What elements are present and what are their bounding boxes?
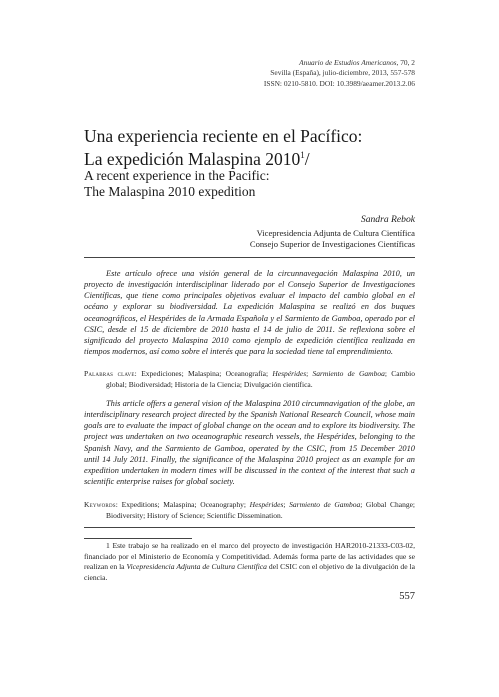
journal-name: Anuario de Estudios Americanos	[299, 58, 397, 67]
author-affiliation-1: Vicepresidencia Adjunta de Cultura Científica	[256, 227, 415, 238]
title-spanish	[84, 127, 424, 169]
journal-volume: , 70, 2	[396, 58, 415, 67]
abstract-spanish	[84, 268, 415, 357]
keywords-es-part-b: ;	[306, 369, 313, 378]
keywords-spanish	[84, 369, 415, 390]
footnote-rule	[84, 538, 192, 539]
author-name: Sandra Rebok	[360, 214, 415, 225]
abstract-english	[84, 398, 415, 487]
footnote-part-a: 1 Este trabajo se ha realizado en el marco del proyecto de investigación HAR2010-21333-C03-02, financiado por el Ministerio de Economía y Competitividad. Además forma parte de las actividades que se realizan en la	[84, 541, 415, 572]
abstract-en-text: This article offers a general vision of the Malaspina 2010 circumnavigation of the globe, an interdisciplinary research project directed by the Spanish National Research Council, whose main goals are to evaluate the impact of global change on the ocean and to explore its biodiversity. The project was undertaken on two oceanographic research vessels, the Hespérides, belonging to the Spanish Navy, and the Sarmiento de Gamboa, operated by the CSIC, from 15 December 2010 until 14 July 2011. Finally, the significance of the Malaspina 2010 project as an example for an expedition undertaken in modern times will be discussed in the context of the interest that such a scientific enterprise raises for global society.	[84, 399, 415, 487]
journal-citation	[264, 58, 415, 68]
keywords-es-ship-2: Sarmiento de Gamboa	[312, 369, 385, 378]
footnote-institution: Vicepresidencia Adjunta de Cultura Científica	[126, 562, 267, 572]
footnote-part-b: del CSIC con el objetivo de la divulgación de la ciencia.	[84, 562, 416, 583]
keywords-en-part-c: ; Global Change; Biodiversity; History of Science; Scientific Dissemination.	[106, 500, 415, 520]
title-es-line1: Una experiencia reciente en el Pacífico:	[84, 126, 363, 146]
abstract-es-text: Este artículo ofrece una visión general de la circunnavegación Malaspina 2010, un proyecto de investigación interdisciplinar liderado por el Consejo Superior de Investigaciones Científicas, que tiene como principales objetivos evaluar el impacto del cambio global en el océano y explorar su biodiversidad. La expedición Malaspina se realizó en dos buques oceanográficos, el Hespérides de la Armada Española y el Sarmiento de Gamboa, operado por el CSIC, desde el 15 de diciembre de 2010 hasta el 14 de julio de 2011. Se reflexiona sobre el significado del proyecto Malaspina 2010 como ejemplo de expedición científica realizada en tiempos modernos, así como sobre el interés que para la sociedad tiene tal emprendimiento.	[84, 269, 415, 357]
keywords-es-ship-1: Hespérides	[272, 369, 307, 378]
keywords-en-part-b: ;	[283, 500, 290, 509]
divider-bottom	[84, 527, 415, 528]
keywords-es-part-c: ; Cambio global; Biodiversidad; Historia de la Ciencia; Divulgación científica.	[106, 369, 415, 389]
divider-top	[84, 257, 415, 258]
title-es-line2: La expedición Malaspina 2010	[84, 148, 301, 169]
keywords-es-label: Palabras clave:	[84, 369, 137, 378]
keywords-en-ship-2: Sarmiento de Gamboa	[289, 500, 361, 509]
footnote-marker: 1	[300, 150, 305, 160]
keywords-en-ship-1: Hespérides	[249, 500, 284, 509]
keywords-english	[84, 500, 415, 521]
footnote	[84, 541, 415, 584]
journal-issn-line: ISSN: 0210-5810. DOI: 10.3989/aeamer.2013.2.06	[263, 78, 415, 88]
title-en-line1: A recent experience in the Pacific:	[84, 168, 270, 183]
journal-issue-line: Sevilla (España), julio-diciembre, 2013, 557-578	[270, 68, 415, 78]
keywords-en-label: Keywords:	[84, 500, 119, 509]
title-en-line2: The Malaspina 2010 expedition	[84, 183, 256, 199]
keywords-es-part-a: Expediciones; Malaspina; Oceanografía;	[136, 369, 273, 378]
author-block	[250, 214, 415, 251]
title-es-tail: /	[304, 148, 310, 169]
title-english	[84, 168, 424, 199]
keywords-en-part-a: Expeditions; Malaspina; Oceanography;	[118, 500, 250, 509]
author-affiliation-2: Consejo Superior de Investigaciones Científicas	[249, 239, 415, 250]
page-number: 557	[399, 591, 415, 602]
running-header	[264, 58, 415, 89]
